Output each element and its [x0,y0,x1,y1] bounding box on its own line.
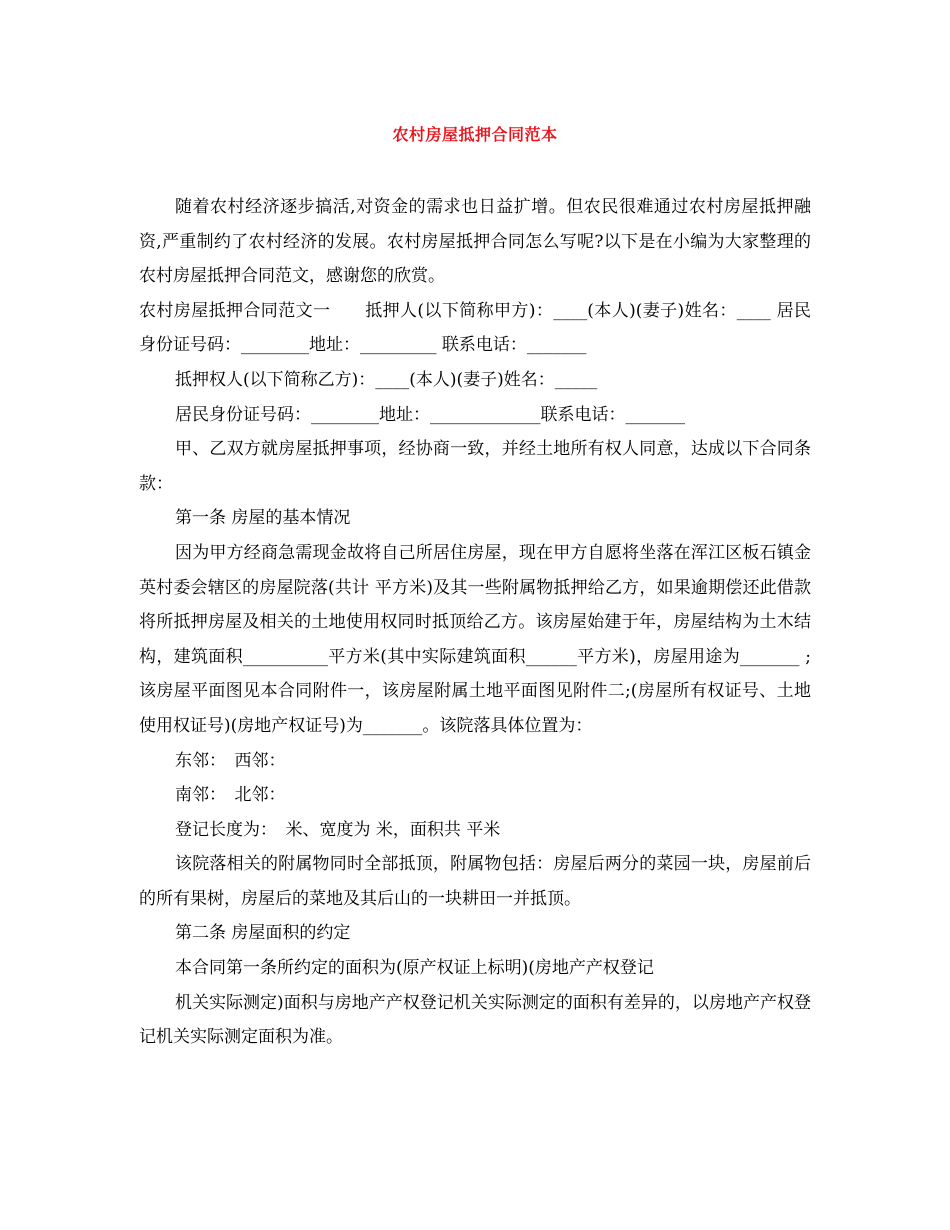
attachments-paragraph: 该院落相关的附属物同时全部抵顶，附属物包括：房屋后两分的菜园一块，房屋前后的所有果树，房屋后的菜地及其后山的一块耕田一并抵顶。 [139,854,811,909]
article-1-heading: 第一条 房屋的基本情况 [175,508,351,529]
paragraph-mortgagee: 抵押权人(以下简称乙方)：____(本人)(妻子)姓名：_____ [175,369,598,390]
paragraph-mortgagor: 农村房屋抵押合同范文一 抵押人(以下简称甲方)：____(本人)(妻子)姓名：____ 居民身份证号码：________地址：_________ 联系电话：_______ [139,300,811,356]
paragraph-agreement: 甲、乙双方就房屋抵押事项，经协商一致，并经土地所有权人同意，达成以下合同条款： [139,439,811,494]
article-2-body-2: 机关实际测定)面积与房地产产权登记机关实际测定的面积有差异的，以房地产产权登记机关实际测定面积为准。 [139,992,811,1048]
neighbors-south-north: 南邻： 北邻： [175,785,286,806]
paragraph-intro: 随着农村经济逐步搞活,对资金的需求也日益扩增。但农民很难通过农村房屋抵押融资,严重制约了农村经济的发展。农村房屋抵押合同怎么写呢?以下是在小编为大家整理的农村房屋抵押合同范文，感谢您的欣赏。 [139,197,811,287]
document-page [139,120,811,1055]
paragraph-mortgagee-id: 居民身份证号码：________地址：_____________联系电话：_______ [175,404,685,425]
neighbors-east-west: 东邻： 西邻： [175,750,286,771]
article-2-heading: 第二条 房屋面积的约定 [175,923,351,944]
article-2-body-1: 本合同第一条所约定的面积为(原产权证上标明)(房地产产权登记 [175,958,654,979]
registered-dimensions: 登记长度为： 米、宽度为 米，面积共 平米 [175,819,501,840]
document-title: 农村房屋抵押合同范本 [392,125,558,144]
article-1-body: 因为甲方经商急需现金故将自己所居住房屋，现在甲方自愿将坐落在浑江区板石镇金英村委会辖区的房屋院落(共计 平方米)及其一些附属物抵押给乙方，如果逾期偿还此借款将所抵押房屋及相关的土地使用权同时抵顶给乙方。该房屋始建于年，房屋结构为土木结构，建筑面积__________平方米(其中实际建筑面积______平方米)，房屋用途为_______ ;该房屋平面图见本合同附件一，该房屋附属土地平面图见附件二;(房屋所有权证号、土地使用权证号)(房地产权证号)为_______。该院落具体位置为： [139,542,811,736]
